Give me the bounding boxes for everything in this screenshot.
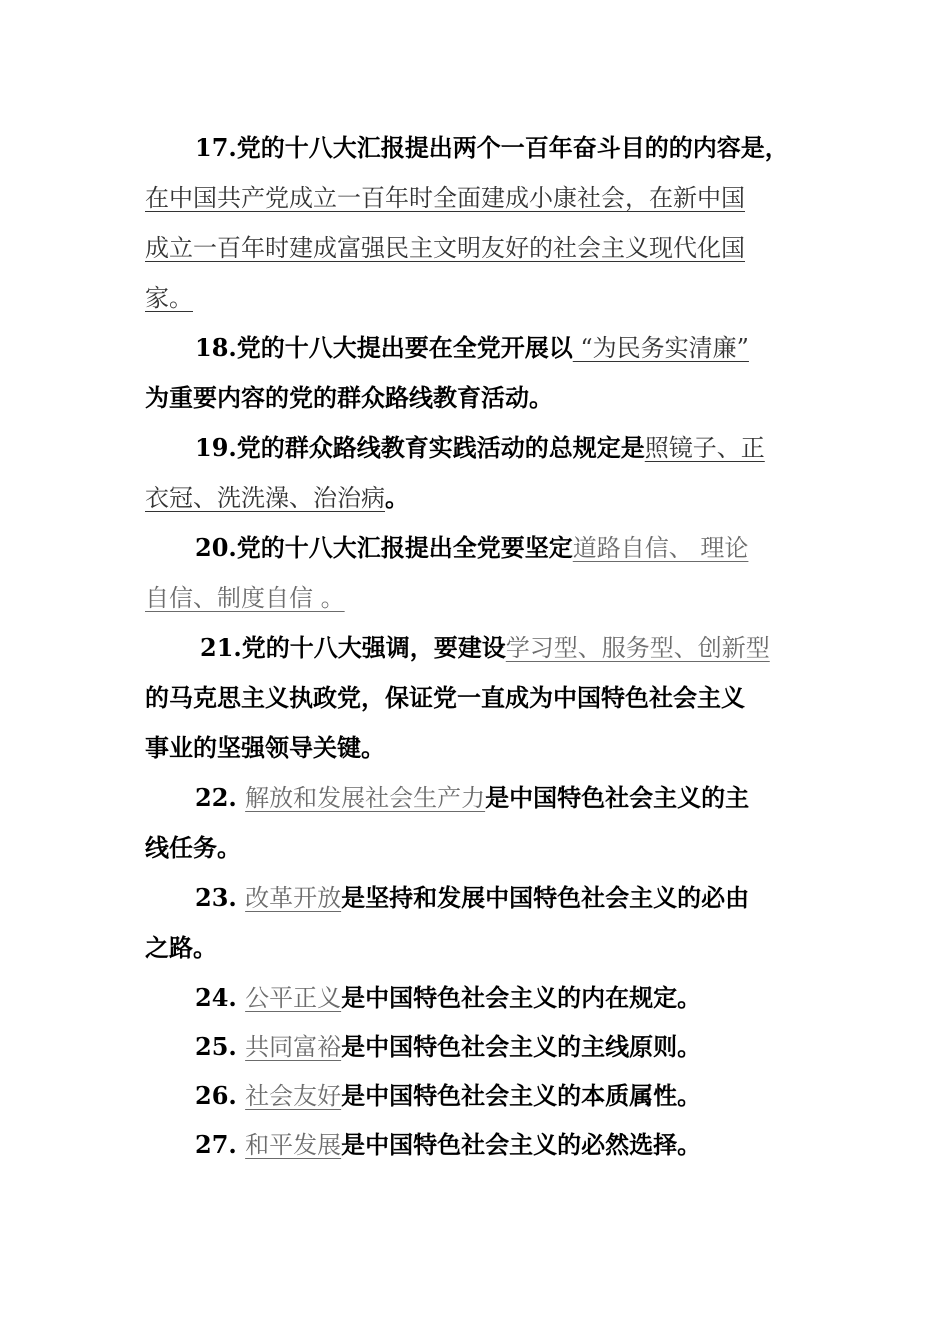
item-21-line-3 (145, 728, 810, 768)
item-18-line-1 (195, 328, 810, 368)
question-text: 是中国特色社会主义的主线原则。 (341, 1032, 702, 1061)
answer-text: “为民务实清廉” (572, 334, 749, 362)
item-26-line-1 (195, 1076, 810, 1116)
answer-text: 在中国共产党成立一百年时全面建成小康社会，在新中国 (145, 184, 745, 212)
question-text: 为重要内容的党的群众路线教育活动。 (145, 383, 553, 412)
answer-text: 公平正义 (245, 984, 342, 1012)
question-text: 是坚持和发展中国特色社会主义的必由 (341, 883, 750, 912)
answer-text: 成立一百年时建成富强民主文明友好的社会主义现代化国 (145, 234, 745, 262)
item-27-line-1 (195, 1125, 810, 1165)
question-text: 20.党的十八大汇报提出全党要坚定 (195, 533, 573, 562)
item-22-line-2 (145, 828, 810, 868)
item-17-line-2 (145, 178, 810, 218)
item-20-line-2 (145, 578, 810, 618)
question-text: 之路。 (145, 933, 217, 962)
answer-text: 家。 (145, 284, 193, 312)
item-18-line-2 (145, 378, 810, 418)
answer-text: 和平发展 (245, 1131, 342, 1159)
item-21-line-1 (200, 628, 810, 668)
answer-text: 衣冠、洗洗澡、治治病 (145, 484, 385, 512)
item-20-line-1 (195, 528, 810, 568)
answer-text: 共同富裕 (245, 1033, 342, 1061)
answer-text: 改革开放 (245, 884, 342, 912)
item-22-line-1 (195, 778, 810, 818)
question-text: 事业的坚强领导关键。 (145, 733, 385, 762)
answer-text: 道路自信、 理论 (572, 534, 749, 562)
item-17-line-3 (145, 228, 810, 268)
item-24-line-1 (195, 978, 810, 1018)
question-text: 的马克思主义执政党，保证党一直成为中国特色社会主义 (145, 683, 745, 712)
item-19-line-2 (145, 478, 810, 518)
answer-text: 自信、制度自信 。 (145, 584, 345, 612)
item-17-line-1 (195, 128, 810, 168)
item-number: 23. (195, 883, 246, 912)
question-text: 。 (385, 483, 409, 512)
answer-text: 解放和发展社会生产力 (245, 784, 486, 812)
question-text: 17.党的十八大汇报提出两个一百年奋斗目的的内容是， (195, 133, 789, 162)
answer-text: 照镜子、正 (644, 434, 765, 462)
question-text: 是中国特色社会主义的主 (485, 783, 750, 812)
item-number: 24. (195, 983, 246, 1012)
item-23-line-2 (145, 928, 810, 968)
item-number: 25. (195, 1032, 246, 1061)
item-number: 26. (195, 1081, 246, 1110)
question-text: 线任务。 (145, 833, 241, 862)
answer-text: 社会友好 (245, 1082, 342, 1110)
item-21-line-2 (145, 678, 810, 718)
answer-text: 学习型、服务型、创新型 (505, 634, 770, 662)
question-text: 18.党的十八大提出要在全党开展以 (195, 333, 573, 362)
question-text: 是中国特色社会主义的必然选择。 (341, 1130, 702, 1159)
item-17-line-4 (145, 278, 810, 318)
item-19-line-1 (195, 428, 810, 468)
question-text: 19.党的群众路线教育实践活动的总规定是 (195, 433, 645, 462)
item-number: 27. (195, 1130, 246, 1159)
question-text: 是中国特色社会主义的本质属性。 (341, 1081, 702, 1110)
item-25-line-1 (195, 1027, 810, 1067)
item-23-line-1 (195, 878, 810, 918)
question-text: 21.党的十八大强调，要建设 (200, 633, 506, 662)
item-number: 22. (195, 783, 246, 812)
question-text: 是中国特色社会主义的内在规定。 (341, 983, 702, 1012)
